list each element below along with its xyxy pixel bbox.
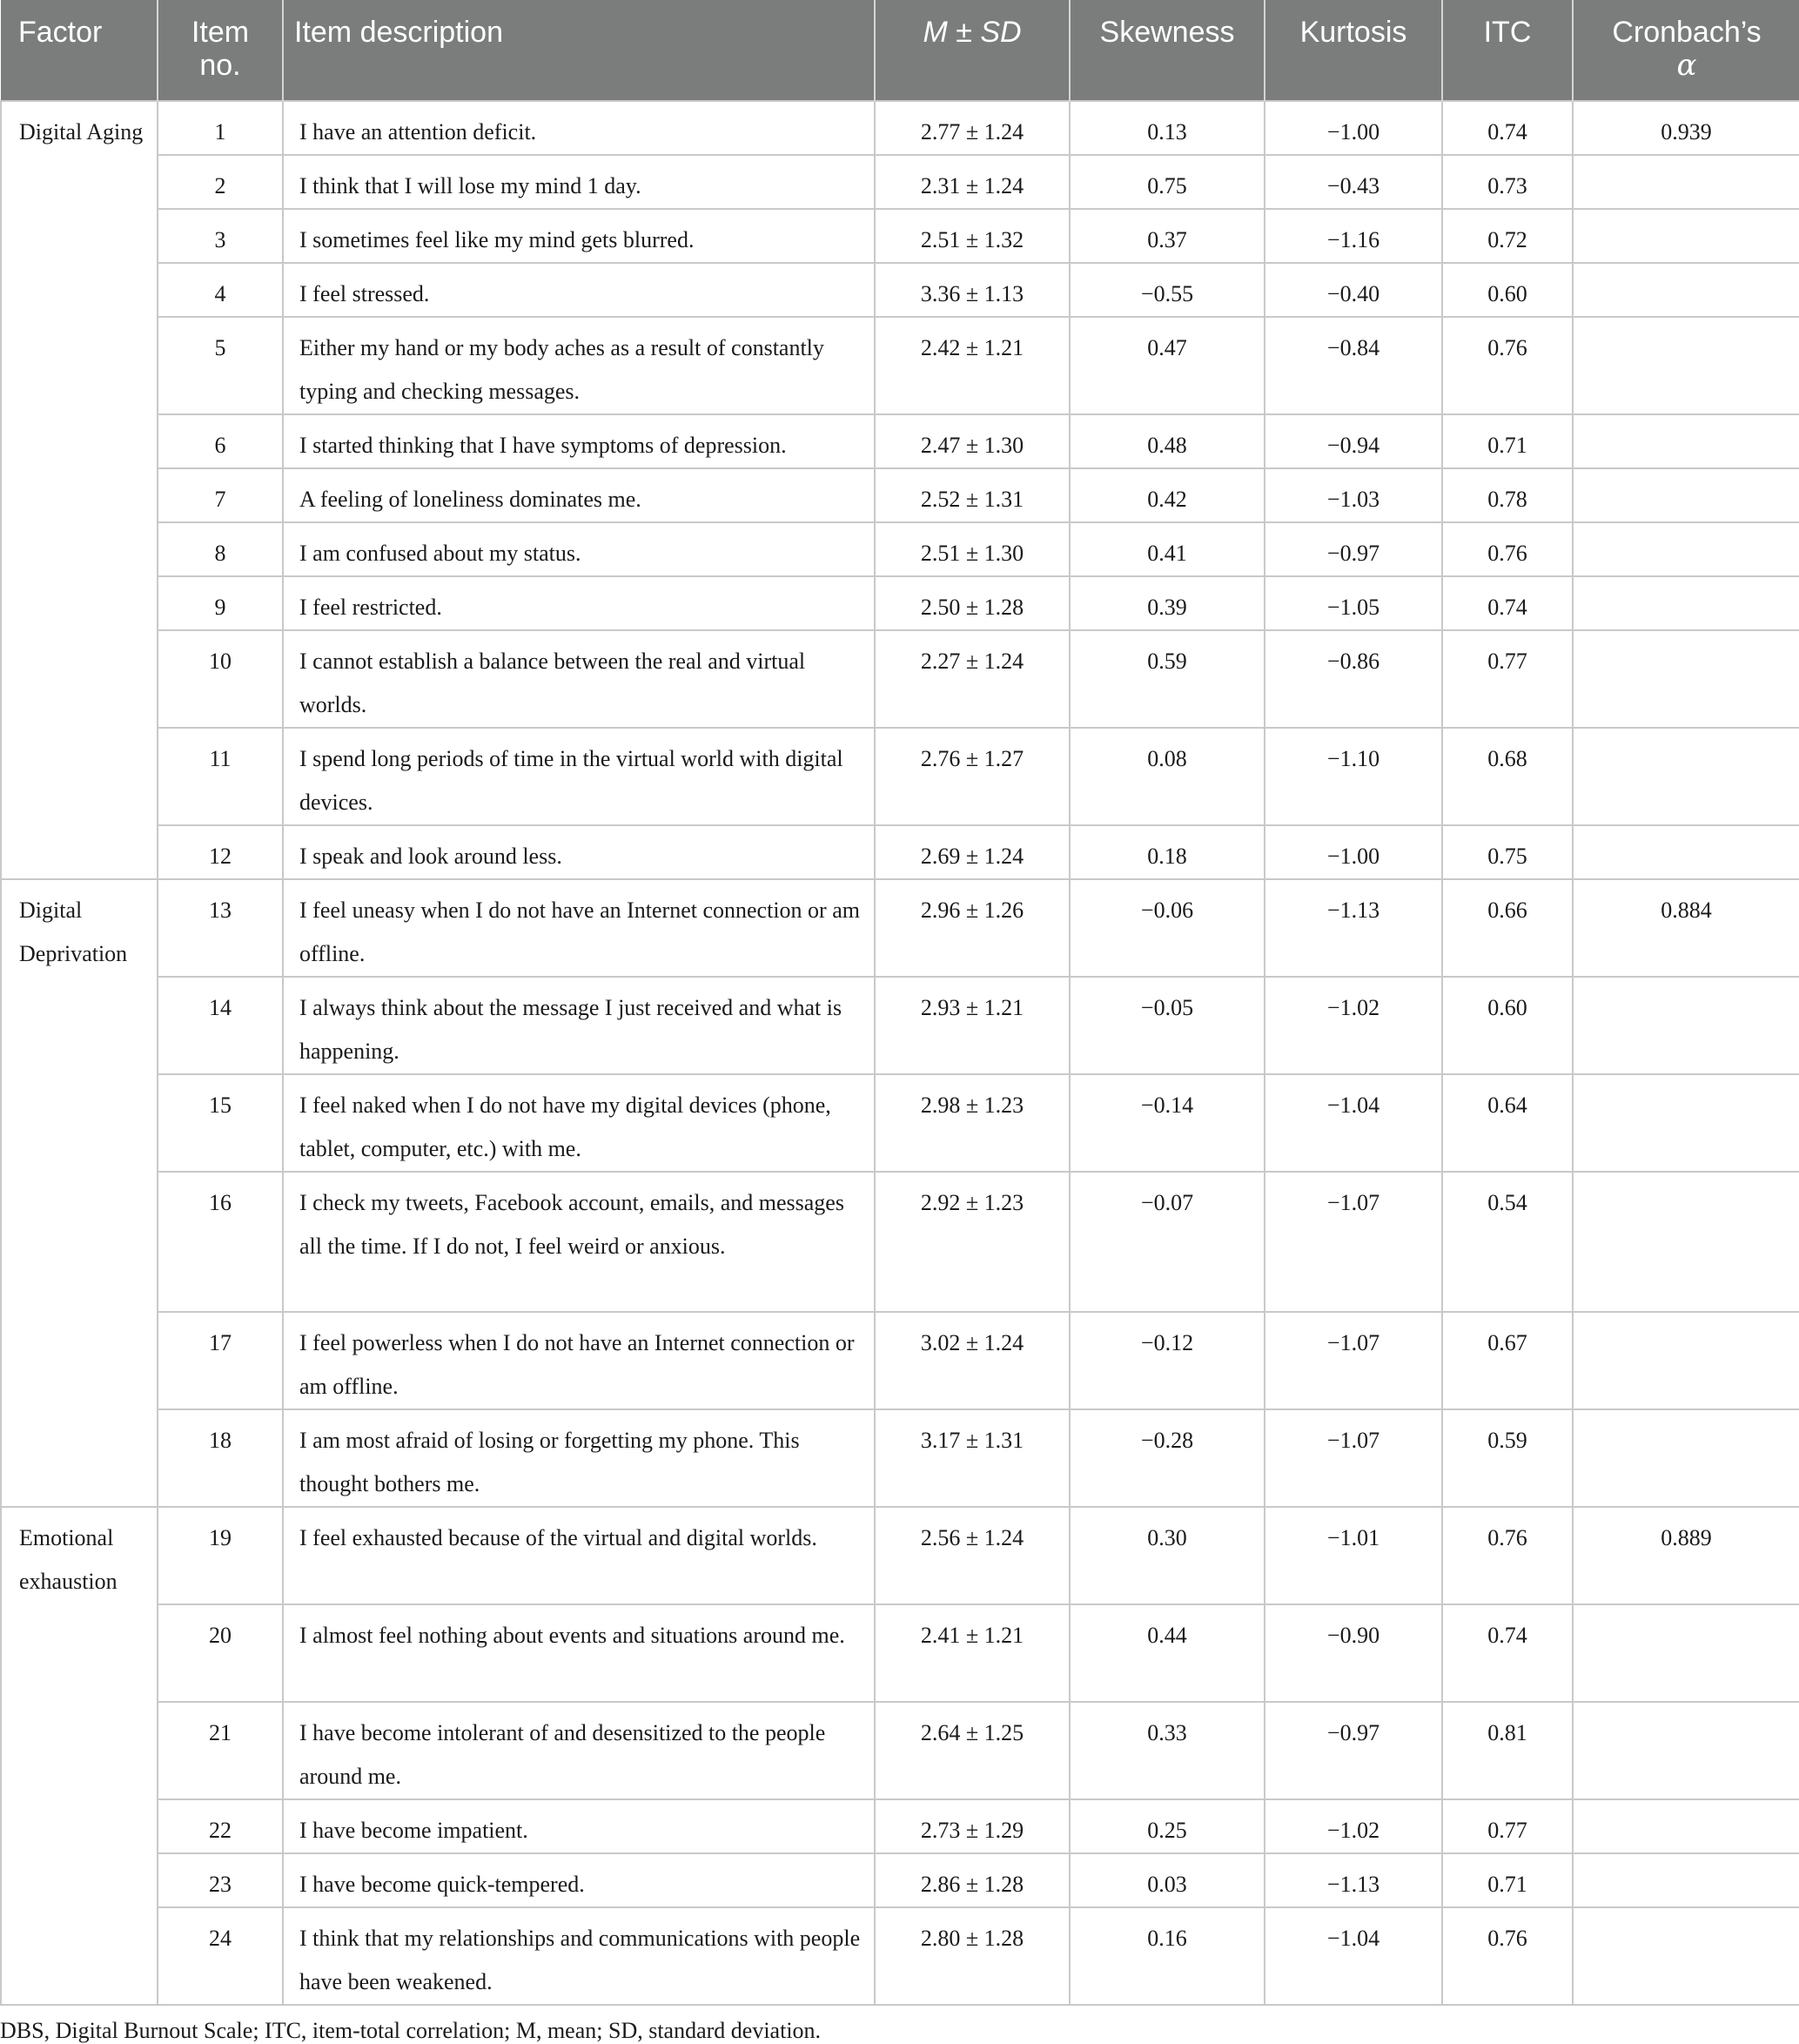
mean-sd-cell: 2.92 ± 1.23 <box>875 1172 1070 1312</box>
factor-cell: Emotional exhaustion <box>1 1507 158 2005</box>
table-row <box>1 317 1799 414</box>
item-description-cell: I feel powerless when I do not have an Internet connection or am offline. <box>283 1312 875 1409</box>
skewness-cell: 0.37 <box>1070 209 1265 263</box>
item-number-cell: 22 <box>158 1799 283 1853</box>
kurtosis-cell: −1.07 <box>1265 1409 1442 1507</box>
item-number-cell: 20 <box>158 1604 283 1702</box>
mean-sd-cell: 3.02 ± 1.24 <box>875 1312 1070 1409</box>
item-description-cell: I cannot establish a balance between the real and virtual worlds. <box>283 630 875 728</box>
mean-sd-cell: 3.17 ± 1.31 <box>875 1409 1070 1507</box>
table-row <box>1 576 1799 630</box>
table-row <box>1 1312 1799 1409</box>
header-item-no: Item no. <box>158 0 283 101</box>
cronbach-alpha-cell <box>1573 522 1799 576</box>
header-row <box>1 0 1799 101</box>
itc-cell: 0.64 <box>1442 1074 1573 1172</box>
cronbach-alpha-cell <box>1573 1799 1799 1853</box>
item-description-cell: I have an attention deficit. <box>283 101 875 155</box>
itc-cell: 0.81 <box>1442 1702 1573 1799</box>
mean-sd-cell: 2.51 ± 1.30 <box>875 522 1070 576</box>
cronbach-alpha-cell <box>1573 1172 1799 1312</box>
cronbach-alpha-cell <box>1573 1074 1799 1172</box>
itc-cell: 0.60 <box>1442 977 1573 1074</box>
skewness-cell: 0.08 <box>1070 728 1265 825</box>
item-description-cell: I check my tweets, Facebook account, emails, and messages all the time. If I do not, I feel weird or anxious. <box>283 1172 875 1312</box>
mean-sd-cell: 2.31 ± 1.24 <box>875 155 1070 209</box>
kurtosis-cell: −1.04 <box>1265 1074 1442 1172</box>
cronbach-alpha-cell: 0.939 <box>1573 101 1799 155</box>
skewness-cell: 0.41 <box>1070 522 1265 576</box>
skewness-cell: −0.14 <box>1070 1074 1265 1172</box>
item-number-cell: 14 <box>158 977 283 1074</box>
item-number-cell: 15 <box>158 1074 283 1172</box>
table-header <box>1 0 1799 101</box>
mean-sd-cell: 2.52 ± 1.31 <box>875 468 1070 522</box>
mean-sd-cell: 2.93 ± 1.21 <box>875 977 1070 1074</box>
kurtosis-cell: −1.07 <box>1265 1312 1442 1409</box>
kurtosis-cell: −0.84 <box>1265 317 1442 414</box>
skewness-cell: −0.05 <box>1070 977 1265 1074</box>
kurtosis-cell: −1.13 <box>1265 879 1442 977</box>
mean-sd-cell: 2.77 ± 1.24 <box>875 101 1070 155</box>
kurtosis-cell: −1.07 <box>1265 1172 1442 1312</box>
skewness-cell: −0.55 <box>1070 263 1265 317</box>
table-row <box>1 728 1799 825</box>
table-row <box>1 1853 1799 1907</box>
item-description-cell: I feel stressed. <box>283 263 875 317</box>
cronbach-alpha-cell <box>1573 1409 1799 1507</box>
kurtosis-cell: −1.10 <box>1265 728 1442 825</box>
itc-cell: 0.59 <box>1442 1409 1573 1507</box>
item-number-cell: 18 <box>158 1409 283 1507</box>
item-description-cell: I am confused about my status. <box>283 522 875 576</box>
item-number-cell: 1 <box>158 101 283 155</box>
skewness-cell: 0.16 <box>1070 1907 1265 2005</box>
itc-cell: 0.68 <box>1442 728 1573 825</box>
item-description-cell: I am most afraid of losing or forgetting my phone. This thought bothers me. <box>283 1409 875 1507</box>
item-number-cell: 7 <box>158 468 283 522</box>
item-description-cell: I feel restricted. <box>283 576 875 630</box>
table-row <box>1 522 1799 576</box>
itc-cell: 0.54 <box>1442 1172 1573 1312</box>
mean-sd-cell: 2.98 ± 1.23 <box>875 1074 1070 1172</box>
itc-cell: 0.77 <box>1442 1799 1573 1853</box>
skewness-cell: 0.25 <box>1070 1799 1265 1853</box>
cronbach-alpha-cell <box>1573 414 1799 468</box>
item-number-cell: 9 <box>158 576 283 630</box>
skewness-cell: 0.39 <box>1070 576 1265 630</box>
table-row <box>1 1507 1799 1604</box>
itc-cell: 0.74 <box>1442 1604 1573 1702</box>
skewness-cell: 0.75 <box>1070 155 1265 209</box>
kurtosis-cell: −0.94 <box>1265 414 1442 468</box>
cronbach-alpha-cell <box>1573 1907 1799 2005</box>
cronbach-alpha-cell <box>1573 468 1799 522</box>
kurtosis-cell: −1.02 <box>1265 1799 1442 1853</box>
table-row <box>1 879 1799 977</box>
itc-cell: 0.76 <box>1442 1507 1573 1604</box>
item-number-cell: 23 <box>158 1853 283 1907</box>
cronbach-alpha-cell <box>1573 977 1799 1074</box>
table-row <box>1 630 1799 728</box>
item-description-cell: I spend long periods of time in the virtual world with digital devices. <box>283 728 875 825</box>
skewness-cell: 0.48 <box>1070 414 1265 468</box>
kurtosis-cell: −0.86 <box>1265 630 1442 728</box>
kurtosis-cell: −0.90 <box>1265 1604 1442 1702</box>
header-item-description: Item description <box>283 0 875 101</box>
table-row <box>1 1702 1799 1799</box>
kurtosis-cell: −1.03 <box>1265 468 1442 522</box>
cronbach-alpha-cell <box>1573 1604 1799 1702</box>
skewness-cell: 0.13 <box>1070 101 1265 155</box>
itc-cell: 0.74 <box>1442 576 1573 630</box>
table-body <box>1 101 1799 2005</box>
table-footnote: DBS, Digital Burnout Scale; ITC, item-total correlation; M, mean; SD, standard deviation. <box>0 2018 822 2043</box>
skewness-cell: −0.12 <box>1070 1312 1265 1409</box>
cronbach-alpha-cell <box>1573 825 1799 879</box>
table-row <box>1 1409 1799 1507</box>
table-row <box>1 1074 1799 1172</box>
itc-cell: 0.60 <box>1442 263 1573 317</box>
header-factor: Factor <box>1 0 158 101</box>
item-description-cell: I always think about the message I just received and what is happening. <box>283 977 875 1074</box>
table-row <box>1 1172 1799 1312</box>
item-number-cell: 10 <box>158 630 283 728</box>
cronbach-alpha-cell <box>1573 263 1799 317</box>
factor-cell: Digital Deprivation <box>1 879 158 1507</box>
item-description-cell: I think that I will lose my mind 1 day. <box>283 155 875 209</box>
skewness-cell: −0.07 <box>1070 1172 1265 1312</box>
table-row <box>1 414 1799 468</box>
table-row <box>1 101 1799 155</box>
itc-cell: 0.75 <box>1442 825 1573 879</box>
item-number-cell: 17 <box>158 1312 283 1409</box>
mean-sd-cell: 2.86 ± 1.28 <box>875 1853 1070 1907</box>
mean-sd-cell: 2.64 ± 1.25 <box>875 1702 1070 1799</box>
cronbach-alpha-cell <box>1573 576 1799 630</box>
item-number-cell: 5 <box>158 317 283 414</box>
kurtosis-cell: −0.97 <box>1265 1702 1442 1799</box>
skewness-cell: 0.44 <box>1070 1604 1265 1702</box>
itc-cell: 0.72 <box>1442 209 1573 263</box>
table-row <box>1 468 1799 522</box>
skewness-cell: 0.03 <box>1070 1853 1265 1907</box>
item-description-cell: I have become intolerant of and desensitized to the people around me. <box>283 1702 875 1799</box>
table-row <box>1 209 1799 263</box>
item-number-cell: 8 <box>158 522 283 576</box>
skewness-cell: 0.33 <box>1070 1702 1265 1799</box>
itc-cell: 0.66 <box>1442 879 1573 977</box>
cronbach-alpha-cell <box>1573 728 1799 825</box>
cronbach-alpha-cell <box>1573 1702 1799 1799</box>
item-number-cell: 16 <box>158 1172 283 1312</box>
kurtosis-cell: −1.05 <box>1265 576 1442 630</box>
mean-sd-cell: 2.80 ± 1.28 <box>875 1907 1070 2005</box>
itc-cell: 0.78 <box>1442 468 1573 522</box>
item-number-cell: 3 <box>158 209 283 263</box>
item-number-cell: 11 <box>158 728 283 825</box>
header-skewness: Skewness <box>1070 0 1265 101</box>
item-description-cell: I speak and look around less. <box>283 825 875 879</box>
kurtosis-cell: −1.16 <box>1265 209 1442 263</box>
item-number-cell: 12 <box>158 825 283 879</box>
kurtosis-cell: −1.04 <box>1265 1907 1442 2005</box>
factor-cell: Digital Aging <box>1 101 158 879</box>
skewness-cell: 0.42 <box>1070 468 1265 522</box>
item-description-cell: I feel exhausted because of the virtual and digital worlds. <box>283 1507 875 1604</box>
mean-sd-cell: 2.96 ± 1.26 <box>875 879 1070 977</box>
mean-sd-cell: 2.41 ± 1.21 <box>875 1604 1070 1702</box>
item-description-cell: I almost feel nothing about events and situations around me. <box>283 1604 875 1702</box>
cronbach-alpha-cell <box>1573 630 1799 728</box>
item-description-cell: A feeling of loneliness dominates me. <box>283 468 875 522</box>
cronbach-alpha-cell <box>1573 1853 1799 1907</box>
cronbach-alpha-cell <box>1573 209 1799 263</box>
header-cronbach-alpha <box>1573 0 1799 101</box>
item-number-cell: 13 <box>158 879 283 977</box>
item-description-cell: I started thinking that I have symptoms of depression. <box>283 414 875 468</box>
kurtosis-cell: −0.97 <box>1265 522 1442 576</box>
table-row <box>1 1604 1799 1702</box>
kurtosis-cell: −1.00 <box>1265 825 1442 879</box>
itc-cell: 0.71 <box>1442 1853 1573 1907</box>
item-description-cell: Either my hand or my body aches as a result of constantly typing and checking messages. <box>283 317 875 414</box>
skewness-cell: −0.28 <box>1070 1409 1265 1507</box>
mean-sd-cell: 2.73 ± 1.29 <box>875 1799 1070 1853</box>
mean-sd-cell: 2.69 ± 1.24 <box>875 825 1070 879</box>
item-number-cell: 2 <box>158 155 283 209</box>
mean-sd-cell: 2.47 ± 1.30 <box>875 414 1070 468</box>
itc-cell: 0.71 <box>1442 414 1573 468</box>
item-description-cell: I feel uneasy when I do not have an Internet connection or am offline. <box>283 879 875 977</box>
table-row <box>1 155 1799 209</box>
kurtosis-cell: −1.00 <box>1265 101 1442 155</box>
mean-sd-cell: 2.76 ± 1.27 <box>875 728 1070 825</box>
itc-cell: 0.76 <box>1442 1907 1573 2005</box>
header-itc: ITC <box>1442 0 1573 101</box>
mean-sd-cell: 2.56 ± 1.24 <box>875 1507 1070 1604</box>
cronbach-alpha-cell <box>1573 317 1799 414</box>
skewness-cell: −0.06 <box>1070 879 1265 977</box>
itc-cell: 0.77 <box>1442 630 1573 728</box>
cronbach-alpha-cell <box>1573 1312 1799 1409</box>
mean-sd-cell: 3.36 ± 1.13 <box>875 263 1070 317</box>
header-mean-sd: M ± SD <box>875 0 1070 101</box>
itc-cell: 0.74 <box>1442 101 1573 155</box>
kurtosis-cell: −1.01 <box>1265 1507 1442 1604</box>
skewness-cell: 0.30 <box>1070 1507 1265 1604</box>
skewness-cell: 0.47 <box>1070 317 1265 414</box>
item-description-cell: I feel naked when I do not have my digital devices (phone, tablet, computer, etc.) with me. <box>283 1074 875 1172</box>
item-description-cell: I think that my relationships and communications with people have been weakened. <box>283 1907 875 2005</box>
itc-cell: 0.67 <box>1442 1312 1573 1409</box>
kurtosis-cell: −1.02 <box>1265 977 1442 1074</box>
mean-sd-cell: 2.27 ± 1.24 <box>875 630 1070 728</box>
itc-cell: 0.76 <box>1442 317 1573 414</box>
item-number-cell: 4 <box>158 263 283 317</box>
mean-sd-cell: 2.42 ± 1.21 <box>875 317 1070 414</box>
kurtosis-cell: −1.13 <box>1265 1853 1442 1907</box>
itc-cell: 0.76 <box>1442 522 1573 576</box>
kurtosis-cell: −0.43 <box>1265 155 1442 209</box>
table-row <box>1 825 1799 879</box>
skewness-cell: 0.59 <box>1070 630 1265 728</box>
item-description-cell: I have become quick-tempered. <box>283 1853 875 1907</box>
cronbach-alpha-cell: 0.884 <box>1573 879 1799 977</box>
kurtosis-cell: −0.40 <box>1265 263 1442 317</box>
cronbach-alpha-cell: 0.889 <box>1573 1507 1799 1604</box>
table-row <box>1 977 1799 1074</box>
header-kurtosis: Kurtosis <box>1265 0 1442 101</box>
cronbach-alpha-cell <box>1573 155 1799 209</box>
item-description-cell: I sometimes feel like my mind gets blurred. <box>283 209 875 263</box>
mean-sd-cell: 2.51 ± 1.32 <box>875 209 1070 263</box>
header-alpha-symbol: α <box>1676 48 1697 83</box>
skewness-cell: 0.18 <box>1070 825 1265 879</box>
itc-cell: 0.73 <box>1442 155 1573 209</box>
item-number-cell: 19 <box>158 1507 283 1604</box>
item-number-cell: 21 <box>158 1702 283 1799</box>
table-row <box>1 1799 1799 1853</box>
item-number-cell: 6 <box>158 414 283 468</box>
header-alpha-word: Cronbach’s <box>1612 16 1762 49</box>
item-number-cell: 24 <box>158 1907 283 2005</box>
table-row <box>1 1907 1799 2005</box>
item-description-cell: I have become impatient. <box>283 1799 875 1853</box>
table-row <box>1 263 1799 317</box>
mean-sd-cell: 2.50 ± 1.28 <box>875 576 1070 630</box>
